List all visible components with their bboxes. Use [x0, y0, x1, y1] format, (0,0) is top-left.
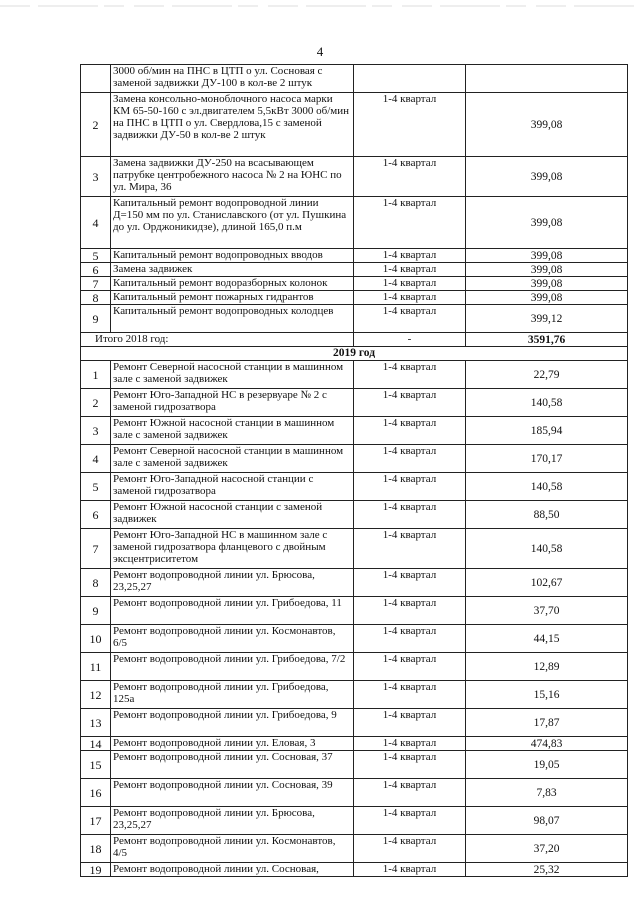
- table-row: [81, 305, 628, 333]
- execution-period: 1-4 квартал: [354, 417, 466, 445]
- execution-period: 1-4 квартал: [354, 473, 466, 501]
- row-number: 3: [81, 157, 111, 197]
- table-row: [81, 625, 628, 653]
- table-row: [81, 65, 628, 93]
- row-number: 4: [81, 445, 111, 473]
- cost-amount: 25,32: [466, 863, 628, 877]
- work-description: Ремонт Северной насосной станции в машинном зале с заменой задвижек: [111, 361, 354, 389]
- table-row: [81, 249, 628, 263]
- row-number: 6: [81, 263, 111, 277]
- work-description: Ремонт водопроводной линии ул. Сосновая, 39: [111, 779, 354, 807]
- table-row: [81, 361, 628, 389]
- year-header: 2019 год: [81, 347, 628, 361]
- work-description: Ремонт водопроводной линии ул. Брюсова, 23,25,27: [111, 569, 354, 597]
- cost-amount: 22,79: [466, 361, 628, 389]
- table-row: [81, 835, 628, 863]
- work-description: Капитальный ремонт водопроводной линии Д=150 мм по ул. Станиславского (от ул. Пушкина до ул. Орджоникидзе), длиной 165,0 п.м: [111, 197, 354, 249]
- execution-period: 1-4 квартал: [354, 157, 466, 197]
- table-row: [81, 277, 628, 291]
- row-number: [81, 65, 111, 93]
- row-number: 17: [81, 807, 111, 835]
- cost-amount: 17,87: [466, 709, 628, 737]
- work-description: Ремонт Юго-Западной НС в резервуаре № 2 с заменой гидрозатвора: [111, 389, 354, 417]
- row-number: 7: [81, 277, 111, 291]
- table-row: [81, 157, 628, 197]
- table-row: [81, 93, 628, 157]
- row-number: 15: [81, 751, 111, 779]
- cost-amount: 37,20: [466, 835, 628, 863]
- work-description: Ремонт водопроводной линии ул. Грибоедова, 11: [111, 597, 354, 625]
- work-description: Ремонт водопроводной линии ул. Сосновая,: [111, 863, 354, 877]
- execution-period: 1-4 квартал: [354, 291, 466, 305]
- row-number: 9: [81, 597, 111, 625]
- execution-period: 1-4 квартал: [354, 529, 466, 569]
- row-number: 14: [81, 737, 111, 751]
- row-number: 8: [81, 291, 111, 305]
- cost-amount: 399,08: [466, 249, 628, 263]
- execution-period: 1-4 квартал: [354, 863, 466, 877]
- table-row: [81, 501, 628, 529]
- cost-amount: 399,08: [466, 157, 628, 197]
- cost-amount: 44,15: [466, 625, 628, 653]
- work-description: Замена задвижки ДУ-250 на всасывающем патрубке центробежного насоса № 2 на ЮНС по ул. Мира, 36: [111, 157, 354, 197]
- work-schedule-table: [80, 64, 628, 877]
- row-number: 2: [81, 389, 111, 417]
- cost-amount: 399,08: [466, 93, 628, 157]
- work-description: Ремонт Южной насосной станции в машинном зале с заменой задвижек: [111, 417, 354, 445]
- cost-amount: 7,83: [466, 779, 628, 807]
- work-description: 3000 об/мин на ПНС в ЦТП о ул. Сосновая с заменой задвижки ДУ-100 в кол-ве 2 штук: [111, 65, 354, 93]
- execution-period: 1-4 квартал: [354, 653, 466, 681]
- execution-period: 1-4 квартал: [354, 597, 466, 625]
- table-row: [81, 751, 628, 779]
- row-number: 10: [81, 625, 111, 653]
- execution-period: 1-4 квартал: [354, 737, 466, 751]
- scan-top-edge: [0, 0, 640, 10]
- row-number: 12: [81, 681, 111, 709]
- cost-amount: 12,89: [466, 653, 628, 681]
- table-row: [81, 263, 628, 277]
- execution-period: 1-4 квартал: [354, 625, 466, 653]
- table-row: [81, 737, 628, 751]
- table-row: [81, 529, 628, 569]
- work-description: Ремонт водопроводной линии ул. Сосновая, 37: [111, 751, 354, 779]
- work-description: Ремонт Юго-Западной насосной станции с заменой гидрозатвора: [111, 473, 354, 501]
- work-description: Ремонт Юго-Западной НС в машинном зале с заменой гидрозатвора фланцевого с двойным эксцентриситетом: [111, 529, 354, 569]
- cost-amount: 88,50: [466, 501, 628, 529]
- work-description: Капитальный ремонт пожарных гидрантов: [111, 291, 354, 305]
- table-row: [81, 681, 628, 709]
- cost-amount: 37,70: [466, 597, 628, 625]
- execution-period: 1-4 квартал: [354, 389, 466, 417]
- execution-period: 1-4 квартал: [354, 277, 466, 291]
- row-number: 6: [81, 501, 111, 529]
- work-description: Ремонт водопроводной линии ул. Еловая, 3: [111, 737, 354, 751]
- work-description: Ремонт водопроводной линии ул. Брюсова, 23,25,27: [111, 807, 354, 835]
- execution-period: 1-4 квартал: [354, 835, 466, 863]
- row-number: 18: [81, 835, 111, 863]
- cost-amount: 170,17: [466, 445, 628, 473]
- row-number: 5: [81, 473, 111, 501]
- table-row: [81, 597, 628, 625]
- row-number: 1: [81, 361, 111, 389]
- execution-period: 1-4 квартал: [354, 305, 466, 333]
- execution-period: 1-4 квартал: [354, 569, 466, 597]
- cost-amount: 102,67: [466, 569, 628, 597]
- table-row: [81, 709, 628, 737]
- execution-period: [354, 65, 466, 93]
- cost-amount: 399,08: [466, 291, 628, 305]
- row-number: 16: [81, 779, 111, 807]
- cost-amount: 399,08: [466, 197, 628, 249]
- cost-amount: 474,83: [466, 737, 628, 751]
- table-row: [81, 807, 628, 835]
- execution-period: 1-4 квартал: [354, 779, 466, 807]
- row-number: 9: [81, 305, 111, 333]
- execution-period: 1-4 квартал: [354, 197, 466, 249]
- table-row: [81, 389, 628, 417]
- cost-amount: 140,58: [466, 529, 628, 569]
- work-description: Ремонт водопроводной линии ул. Космонавтов, 6/5: [111, 625, 354, 653]
- table-row: [81, 291, 628, 305]
- total-period: -: [354, 333, 466, 347]
- table-row: [81, 653, 628, 681]
- execution-period: 1-4 квартал: [354, 709, 466, 737]
- row-number: 2: [81, 93, 111, 157]
- cost-amount: 140,58: [466, 389, 628, 417]
- work-description: Ремонт водопроводной линии ул. Грибоедова, 125а: [111, 681, 354, 709]
- table-row: [81, 473, 628, 501]
- work-description: Ремонт водопроводной линии ул. Грибоедова, 7/2: [111, 653, 354, 681]
- work-description: Капитальный ремонт водоразборных колонок: [111, 277, 354, 291]
- total-amount: 3591,76: [466, 333, 628, 347]
- row-number: 3: [81, 417, 111, 445]
- work-description: Ремонт водопроводной линии ул. Грибоедова, 9: [111, 709, 354, 737]
- cost-amount: 185,94: [466, 417, 628, 445]
- row-number: 5: [81, 249, 111, 263]
- execution-period: 1-4 квартал: [354, 681, 466, 709]
- page-number: 4: [316, 44, 324, 59]
- total-label: Итого 2018 год:: [81, 333, 354, 347]
- year-header-row: [81, 347, 628, 361]
- table-row: [81, 197, 628, 249]
- cost-amount: 19,05: [466, 751, 628, 779]
- execution-period: 1-4 квартал: [354, 807, 466, 835]
- table-row: [81, 417, 628, 445]
- cost-amount: 98,07: [466, 807, 628, 835]
- execution-period: 1-4 квартал: [354, 501, 466, 529]
- work-description: Ремонт Северной насосной станции в машинном зале с заменой задвижек: [111, 445, 354, 473]
- cost-amount: 399,12: [466, 305, 628, 333]
- execution-period: 1-4 квартал: [354, 445, 466, 473]
- work-description: Ремонт Южной насосной станции с заменой задвижек: [111, 501, 354, 529]
- table-row: [81, 779, 628, 807]
- cost-amount: 140,58: [466, 473, 628, 501]
- execution-period: 1-4 квартал: [354, 249, 466, 263]
- execution-period: 1-4 квартал: [354, 263, 466, 277]
- cost-amount: 15,16: [466, 681, 628, 709]
- table-row: [81, 569, 628, 597]
- work-description: Капитальный ремонт водопроводных колодцев: [111, 305, 354, 333]
- work-description: Замена консольно-моноблочного насоса марки КМ 65-50-160 с эл.двигателем 5,5кВт 3000 об/мин на ПНС в ЦТП о ул. Свердлова,15 с заменой задвижки ДУ-50 в кол-ве 2 штук: [111, 93, 354, 157]
- cost-amount: [466, 65, 628, 93]
- row-number: 7: [81, 529, 111, 569]
- row-number: 11: [81, 653, 111, 681]
- cost-amount: 399,08: [466, 263, 628, 277]
- cost-amount: 399,08: [466, 277, 628, 291]
- row-number: 8: [81, 569, 111, 597]
- work-description: Замена задвижек: [111, 263, 354, 277]
- row-number: 13: [81, 709, 111, 737]
- execution-period: 1-4 квартал: [354, 93, 466, 157]
- table-row: [81, 445, 628, 473]
- table-row: [81, 863, 628, 877]
- row-number: 19: [81, 863, 111, 877]
- execution-period: 1-4 квартал: [354, 751, 466, 779]
- work-description: Ремонт водопроводной линии ул. Космонавтов, 4/5: [111, 835, 354, 863]
- row-number: 4: [81, 197, 111, 249]
- total-row: [81, 333, 628, 347]
- execution-period: 1-4 квартал: [354, 361, 466, 389]
- work-description: Капитальный ремонт водопроводных вводов: [111, 249, 354, 263]
